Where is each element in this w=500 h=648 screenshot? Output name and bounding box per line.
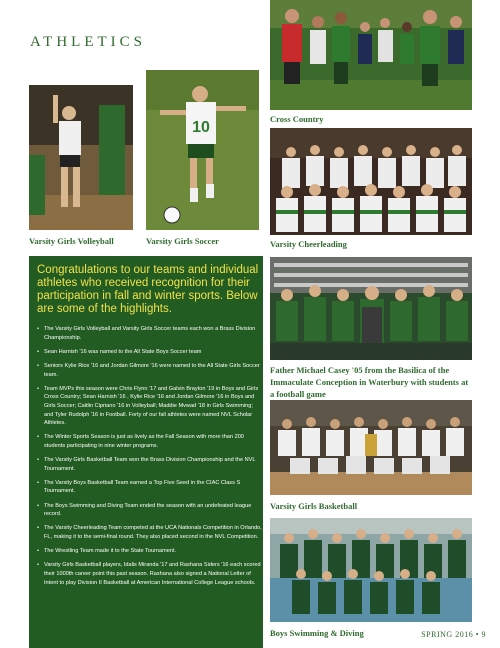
list-item: • The Varsity Boys Basketball Team earned a Top Five Seed in the CIAC Class S Tournament. (37, 479, 263, 496)
list-item: • The Winter Sports Season is just as lively as the Fall Season with more than 200 students participating in nine winter programs. (37, 433, 263, 450)
jersey-number: 10 (192, 119, 210, 136)
girls-basketball-photo (270, 400, 472, 495)
section-title: ATHLETICS (30, 34, 146, 50)
list-item: • The Varsity Girls Volleyball and Varsity Girls Soccer teams each won a Brass Division Championship. (37, 325, 263, 342)
highlights-list (37, 325, 263, 593)
girls-basketball-caption: Varsity Girls Basketball (270, 501, 358, 511)
cheerleading-caption: Varsity Cheerleading (270, 239, 347, 249)
list-item: • Varsity Girls Basketball players, Idalis Miranda '17 and Rashana Siders '16 each scored their 1000th career point this past season. Rashana also signed a National Letter of Intent to play Division II Basketball at American International College League schools. (37, 561, 263, 587)
cheerleading-photo (270, 128, 472, 235)
list-item: • Sean Harnish '16 was named to the All State Boys Soccer team (37, 348, 263, 357)
list-item: • Seniors Kylie Rice '16 and Jordan Gilmore '16 were named to the All State Girls Soccer team. (37, 362, 263, 379)
cross-country-photo (270, 0, 472, 110)
girls-soccer-photo (146, 70, 259, 230)
list-item: • The Varsity Cheerleading Team competed at the UCA Nationals Competition in Orlando, FL, making it to the semi-final round. They also placed second in the NVL Competition. (37, 524, 263, 541)
football-game-caption: Father Michael Casey '05 from the Basilica of the Immaculate Conception in Waterbury with students at a football game (270, 365, 469, 399)
list-item: • The Boys Swimming and Diving Team ended the season with an undefeated league record. (37, 502, 263, 519)
cross-country-caption: Cross Country (270, 114, 324, 124)
swimming-photo (270, 518, 472, 622)
list-item: • The Varsity Girls Basketball Team won the Brass Division Championship and the NVL Tournament. (37, 456, 263, 473)
football-game-photo (270, 257, 472, 360)
list-item: • Team MVPs this season were Chris Flynn '17 and Galvin Brayton '19 in Boys and Girls Cross Country; Sean Harnish '16 , Kylie Rice '16 and Jordan Gilmore '16 in Boys and Girls Soccer; Caitlin Cipriano '16 in Volleyball; Maddie Mvwad '18 in Girls Swimming; and Tyler Rudolph '16 in Football. Forty of our fall athletes were named NVL Scholar Athletes. (37, 385, 263, 428)
highlights-intro: Congratulations to our teams and individual athletes who received recognition for their participation in fall and winter sports. Below are some of the highlights. (37, 264, 259, 315)
girls-soccer-caption: Varsity Girls Soccer (146, 236, 219, 246)
volleyball-photo (29, 85, 133, 230)
page-footer: SPRING 2016 • 9 (421, 630, 486, 639)
swimming-caption: Boys Swimming & Diving (270, 628, 364, 638)
list-item: • The Wrestling Team made it to the State Tournament. (37, 547, 263, 556)
volleyball-caption: Varsity Girls Volleyball (29, 236, 114, 246)
